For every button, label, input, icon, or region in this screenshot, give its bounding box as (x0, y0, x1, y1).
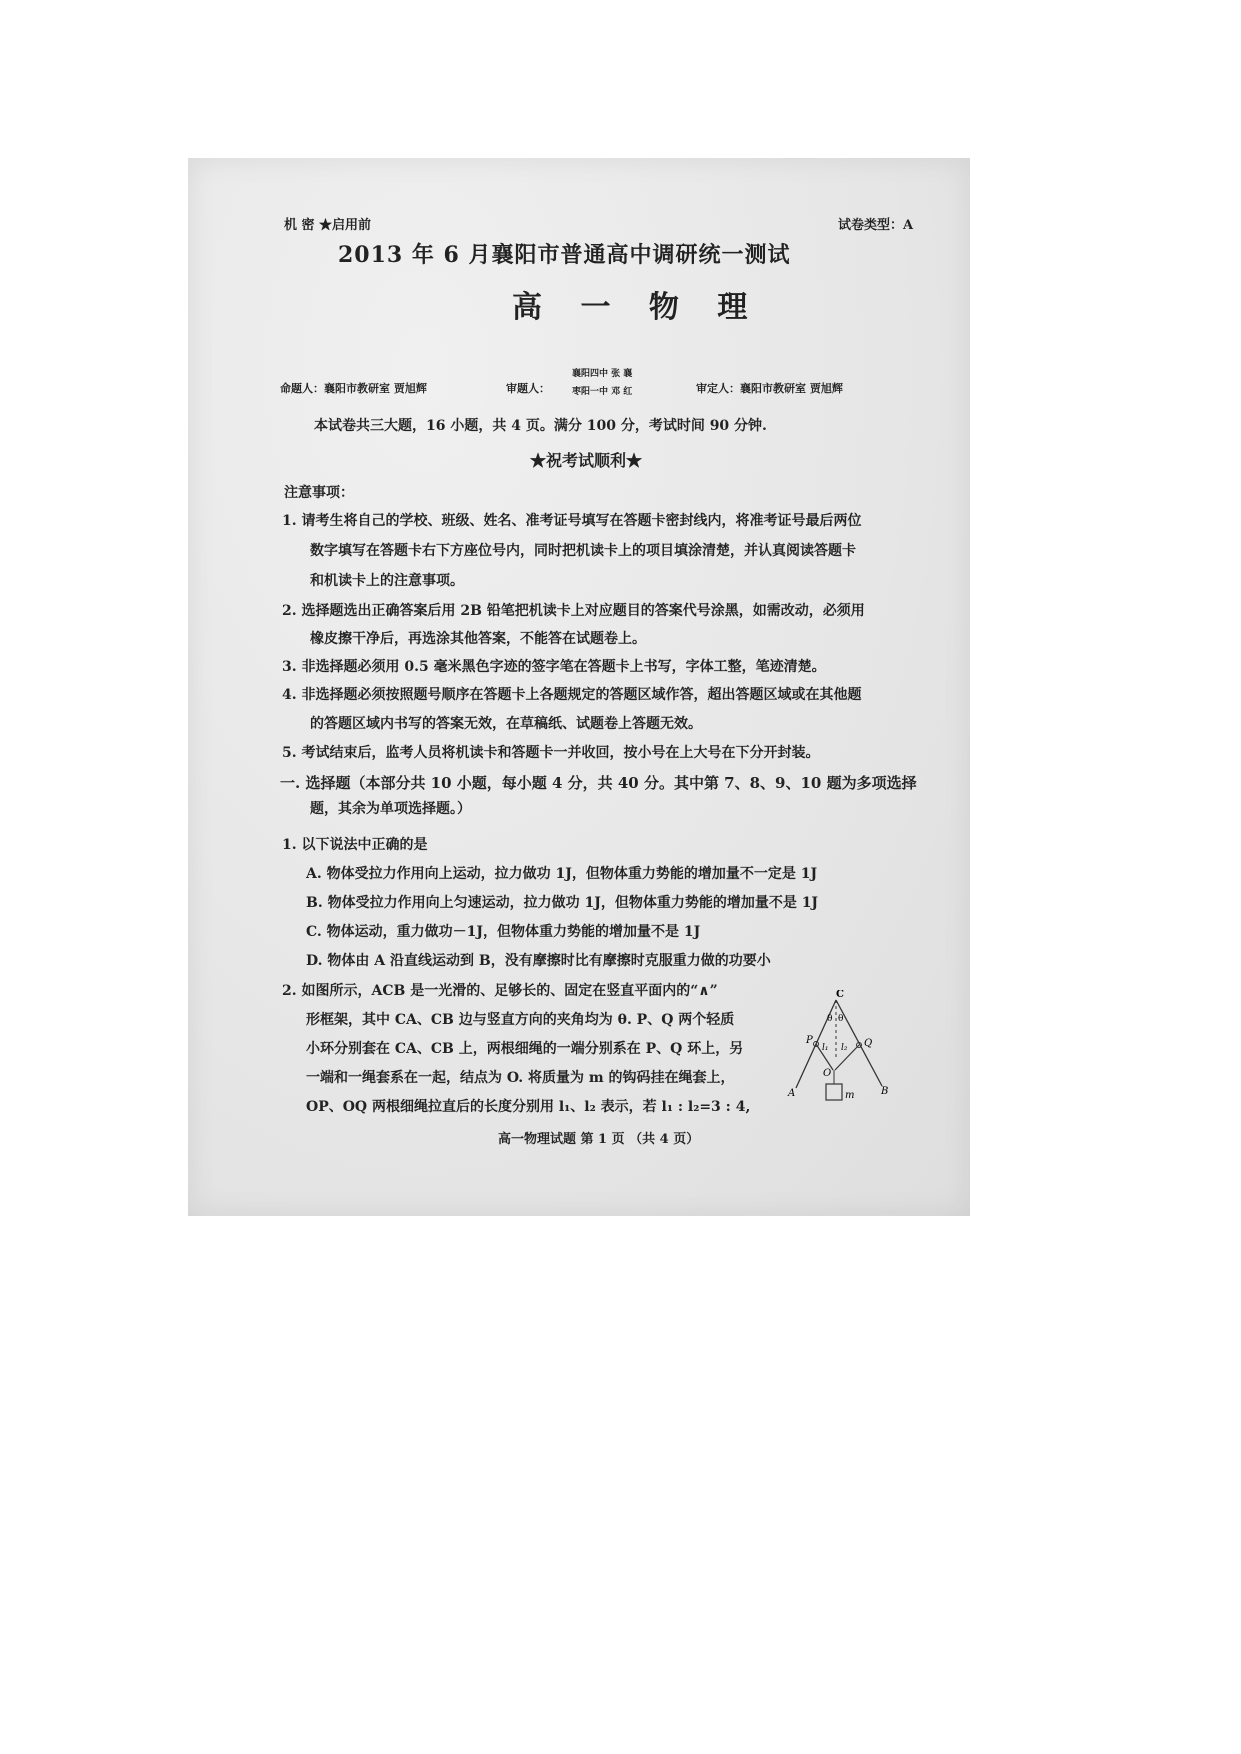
question-1-option-d: D. 物体由 A 沿直线运动到 B，没有摩擦时比有摩擦时克服重力做的功要小 (306, 953, 771, 969)
label-o: O (823, 1068, 832, 1079)
label-q: Q (864, 1038, 873, 1049)
reviewer-line-1: 襄阳四中 张 襄 (572, 369, 633, 379)
notice-line: 3. 非选择题必须用 0.5 毫米黑色字迹的签字笔在答题卡上书写，字体工整，笔迹清楚。 (282, 659, 826, 675)
question-2-figure (780, 990, 900, 1116)
reviewer-line-2: 枣阳一中 邓 红 (572, 387, 633, 397)
paper-type-label: 试卷类型：A (838, 218, 914, 233)
notice-line: 的答题区域内书写的答案无效，在草稿纸、试题卷上答题无效。 (310, 716, 702, 732)
approver-line: 审定人：襄阳市教研室 贾旭辉 (696, 382, 843, 395)
notice-line: 1. 请考生将自己的学校、班级、姓名、准考证号填写在答题卡密封线内，将准考证号最后两位 (282, 513, 862, 529)
label-theta-right: θ (838, 1014, 844, 1024)
notice-heading: 注意事项： (284, 485, 354, 501)
subject-title: 高 一 物 理 (512, 290, 762, 325)
notice-line: 和机读卡上的注意事项。 (310, 573, 464, 589)
question-1-option-b: B. 物体受拉力作用向上匀速运动，拉力做功 1J，但物体重力势能的增加量不是 1J (306, 895, 819, 911)
notice-line: 5. 考试结束后，监考人员将机读卡和答题卡一并收回，按小号在上大号在下分开封装。 (282, 745, 820, 761)
exam-intro: 本试卷共三大题，16 小题，共 4 页。满分 100 分，考试时间 90 分钟. (314, 418, 767, 434)
question-2-line: OP、OQ 两根细绳拉直后的长度分别用 l₁、l₂ 表示，若 l₁ : l₂=3 : 4, (306, 1099, 751, 1115)
proposer-line: 命题人：襄阳市教研室 贾旭辉 (280, 382, 427, 395)
section-heading-cont: 题，其余为单项选择题。） (310, 801, 471, 817)
question-1-stem: 1. 以下说法中正确的是 (282, 837, 428, 853)
label-c: C (836, 990, 844, 1000)
confidential-label: 机 密 ★启用前 (284, 218, 372, 233)
label-b: B (881, 1086, 889, 1097)
question-2-line: 小环分别套在 CA、CB 上，两根细绳的一端分别系在 P、Q 环上，另 (306, 1041, 744, 1057)
label-a: A (788, 1088, 796, 1099)
reviewer-label: 审题人： (506, 382, 550, 395)
question-2-line: 2. 如图所示，ACB 是一光滑的、足够长的、固定在竖直平面内的“∧” (282, 983, 718, 999)
notice-line: 橡皮擦干净后，再选涂其他答案，不能答在试题卷上。 (310, 631, 646, 647)
label-theta-left: θ (827, 1014, 833, 1024)
label-p: P (806, 1035, 813, 1046)
exam-title: 2013 年 6 月襄阳市普通高中调研统一测试 (338, 242, 791, 268)
notice-line: 数字填写在答题卡右下方座位号内，同时把机读卡上的项目填涂清楚，并认真阅读答题卡 (310, 543, 856, 559)
question-1-option-c: C. 物体运动，重力做功－1J，但物体重力势能的增加量不是 1J (306, 924, 701, 940)
question-1-option-a: A. 物体受拉力作用向上运动，拉力做功 1J，但物体重力势能的增加量不一定是 1J (306, 866, 818, 882)
question-2-line: 一端和一绳套系在一起，结点为 O. 将质量为 m 的钩码挂在绳套上， (306, 1070, 735, 1086)
good-luck-wish: ★祝考试顺利★ (530, 451, 643, 470)
page-footer: 高一物理试题 第 1 页 （共 4 页） (498, 1132, 700, 1147)
label-l1: l₁ (822, 1043, 829, 1053)
notice-line: 4. 非选择题必须按照题号顺序在答题卡上各题规定的答题区域作答，超出答题区域或在其他题 (282, 687, 862, 703)
scanned-page (188, 158, 970, 1216)
label-m: m (845, 1090, 855, 1101)
label-l2: l₂ (841, 1043, 848, 1053)
notice-line: 2. 选择题选出正确答案后用 2B 铅笔把机读卡上对应题目的答案代号涂黑，如需改动，必须用 (282, 603, 865, 619)
question-2-line: 形框架，其中 CA、CB 边与竖直方向的夹角均为 θ. P、Q 两个轻质 (306, 1012, 735, 1028)
section-heading: 一. 选择题（本部分共 10 小题，每小题 4 分，共 40 分。其中第 7、8、9、10 题为多项选择 (280, 774, 917, 792)
